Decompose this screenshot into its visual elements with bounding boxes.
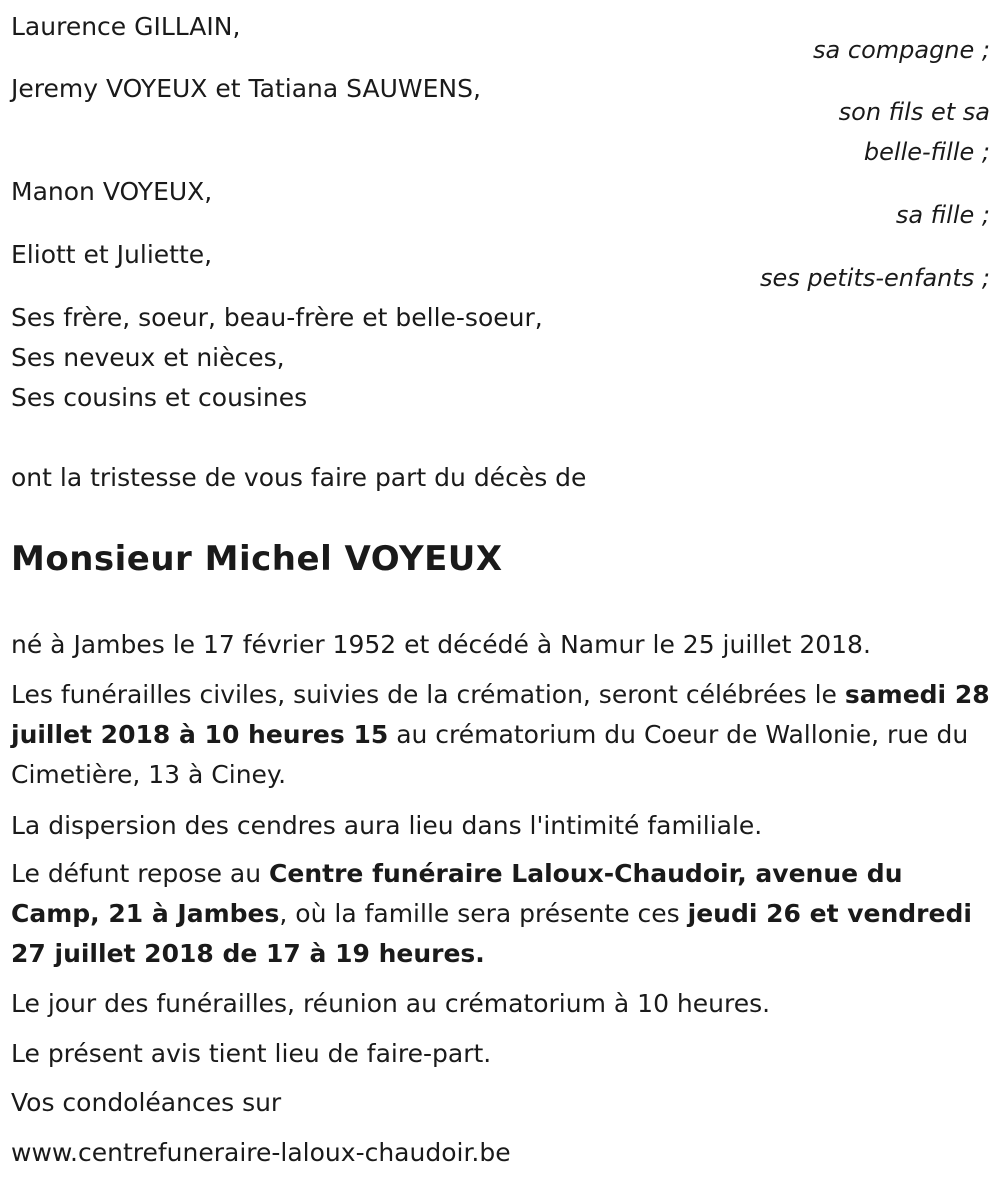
- funeral-text-1: Les funérailles civiles, suivies de la crémation, seront célébrées le: [11, 680, 845, 709]
- family-role-1: sa compagne ;: [813, 36, 990, 64]
- notice-paragraph: Le présent avis tient lieu de faire-part.: [11, 1039, 492, 1068]
- deceased-name: Monsieur Michel VOYEUX: [11, 539, 503, 579]
- family-name-3: Manon VOYEUX,: [11, 177, 213, 206]
- family-name-1: Laurence GILLAIN,: [11, 12, 241, 41]
- relatives-line-2: Ses neveux et nièces,: [11, 343, 285, 372]
- relatives-line-1: Ses frère, soeur, beau-frère et belle-soeur,: [11, 303, 543, 332]
- family-role-4: ses petits-enfants ;: [759, 264, 990, 292]
- ashes-paragraph: La dispersion des cendres aura lieu dans l'intimité familiale.: [11, 811, 763, 840]
- website-link[interactable]: www.centrefuneraire-laloux-chaudoir.be: [11, 1138, 511, 1167]
- family-name-4: Eliott et Juliette,: [11, 240, 213, 269]
- website-line: [11, 1133, 990, 1173]
- viewing-place: Centre funéraire Laloux-Chaudoir, avenue du Camp, 21 à Jambes: [11, 859, 903, 928]
- family-name-2: Jeremy VOYEUX et Tatiana SAUWENS,: [11, 74, 481, 103]
- condolences-text: Vos condoléances sur: [11, 1088, 282, 1117]
- viewing-text-2: , où la famille sera présente ces: [279, 899, 688, 928]
- funeral-text-2: au crématorium du Coeur de Wallonie, rue du Cimetière, 13 à Ciney.: [11, 720, 969, 789]
- funeral-paragraph: [11, 675, 990, 795]
- relatives-line-3: Ses cousins et cousines: [11, 383, 308, 412]
- birth-death: né à Jambes le 17 février 1952 et décédé à Namur le 25 juillet 2018.: [11, 630, 871, 659]
- viewing-text-1: Le défunt repose au: [11, 859, 270, 888]
- family-role-3: sa fille ;: [895, 201, 990, 229]
- viewing-dates: jeudi 26 et vendredi 27 juillet 2018 de 17 à 19 heures.: [11, 899, 972, 968]
- family-role-2-line2: belle-fille ;: [863, 138, 990, 166]
- announcement: ont la tristesse de vous faire part du décès de: [11, 463, 587, 492]
- funeral-date: samedi 28 juillet 2018 à 10 heures 15: [11, 680, 990, 749]
- viewing-paragraph: [11, 854, 990, 974]
- family-role-2-line1: son fils et sa: [838, 98, 990, 126]
- meeting-paragraph: Le jour des funérailles, réunion au crématorium à 10 heures.: [11, 989, 771, 1018]
